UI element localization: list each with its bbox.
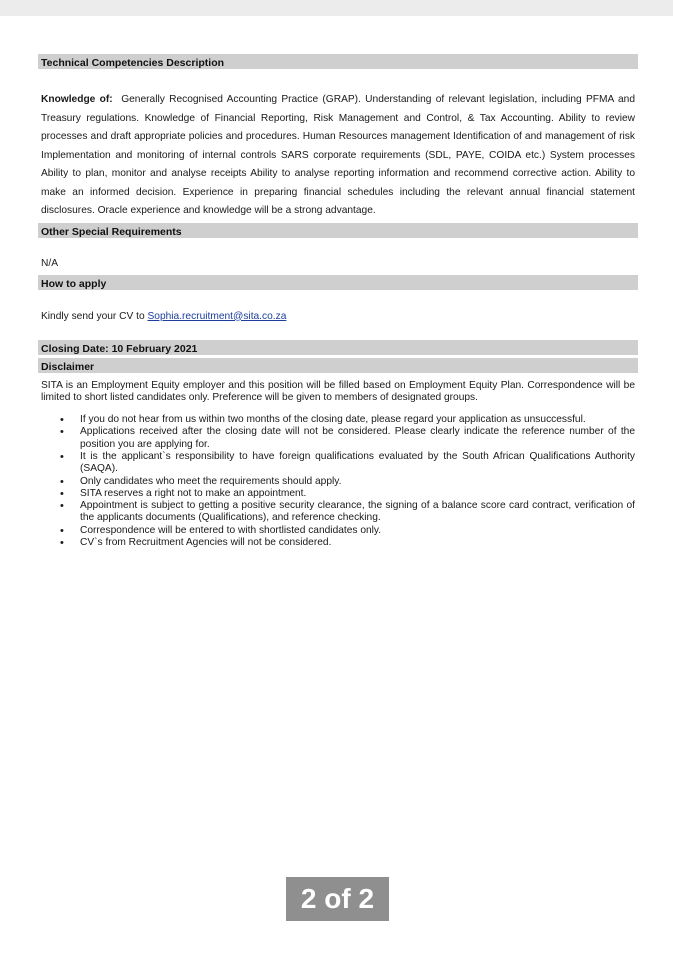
list-item: • Appointment is subject to getting a positive security clearance, the signing of a balance score card contract, verification of the applicants documents (Qualifications), and reference checking. <box>80 500 638 525</box>
other-requirements-heading: Other Special Requirements <box>38 223 638 238</box>
knowledge-text: Generally Recognised Accounting Practice (GRAP). Understanding of relevant legislation, including PFMA and Treasury regulations. Knowledge of Financial Reporting, Risk Management and Control, & Tax Accounting. Ability to review processes and draft appropriate policies and procedures. Human Resources management Identification of and management of risk Implementation and monitoring of internal controls SARS corporate requirements (SDL, PAYE, COIDA etc.) System processes Ability to plan, monitor and analyse receipts Ability to analyse reporting information and recommend corrective action. Ability to make an informed decision. Experience in preparing financial schedules including the relevant annual financial statement disclosures. Oracle experience and knowledge will be a strong advantage. <box>41 94 635 216</box>
page-indicator: 2 of 2 <box>286 877 389 921</box>
other-requirements-text: N/A <box>41 257 58 269</box>
list-item: • It is the applicant`s responsibility to have foreign qualifications evaluated by the South African Qualifications Authority (SAQA). <box>80 451 638 476</box>
disclaimer-heading: Disclaimer <box>38 358 638 373</box>
list-item: • Correspondence will be entered to with shortlisted candidates only. <box>80 525 638 537</box>
list-item: • Applications received after the closing date will not be considered. Please clearly indicate the reference number of the position you are applying for. <box>80 426 638 451</box>
technical-competencies-heading: Technical Competencies Description <box>38 54 638 69</box>
recruitment-email-link[interactable]: Sophia.recruitment@sita.co.za <box>147 310 287 322</box>
list-item: • If you do not hear from us within two months of the closing date, please regard your application as unsuccessful. <box>80 414 638 426</box>
knowledge-paragraph <box>38 91 638 221</box>
closing-date-heading: Closing Date: 10 February 2021 <box>38 340 638 355</box>
how-to-apply-paragraph <box>38 310 638 324</box>
disclaimer-bullet-list <box>38 414 638 549</box>
how-to-apply-heading: How to apply <box>38 275 638 290</box>
list-item: • Only candidates who meet the requirements should apply. <box>80 476 638 488</box>
disclaimer-text: SITA is an Employment Equity employer and this position will be filled based on Employment Equity Plan. Correspondence will be limited to short listed candidates only. Preference will be given to members of designated groups. <box>41 379 635 403</box>
knowledge-label: Knowledge of: <box>41 94 113 105</box>
how-to-apply-text: Kindly send your CV to <box>41 310 145 322</box>
document-page <box>38 54 638 549</box>
list-item: • CV`s from Recruitment Agencies will not be considered. <box>80 537 638 549</box>
top-strip <box>0 0 673 16</box>
list-item: • SITA reserves a right not to make an appointment. <box>80 488 638 500</box>
